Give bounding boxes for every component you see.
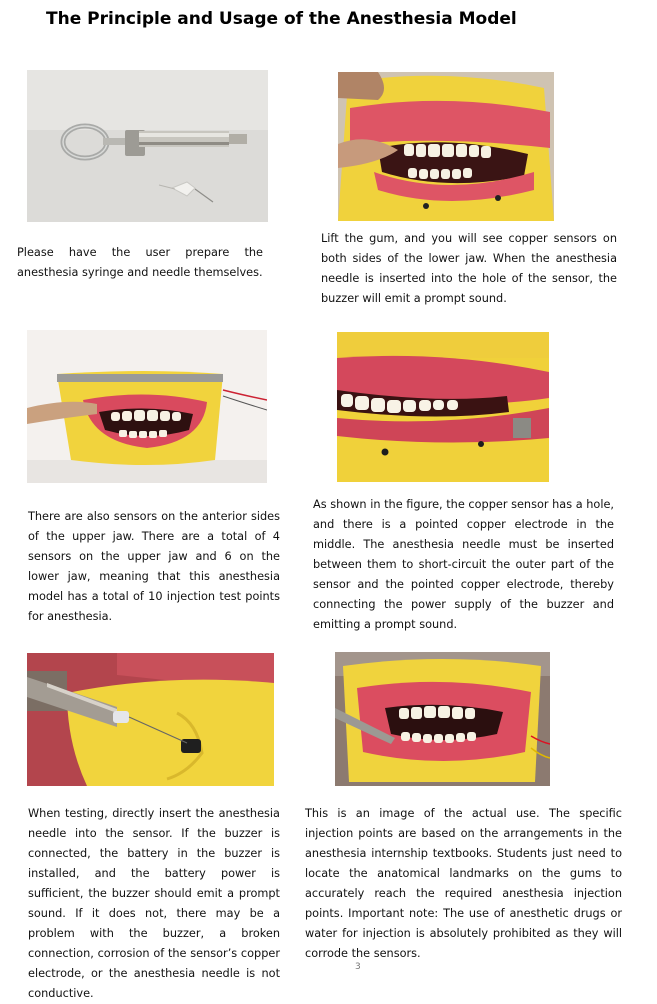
section-text-6: This is an image of the actual use. The specific injection points are based on the arrangements in the anesthesia internship textbooks. Students just need to locate the anatomical landmarks on the gums to accurately reach the required anesthesia injection points. Important note: The use of anesthetic drugs or water for injection is absolutely prohibited as they will corrode the sensors. <box>305 807 622 960</box>
actual-use-photo <box>335 652 550 786</box>
needle-insertion-photo <box>27 653 274 786</box>
page-number: 3 <box>355 962 361 972</box>
lower-jaw-sensor-photo <box>338 72 554 221</box>
section-text-1: Please have the user prepare the anesthesia syringe and needle themselves. <box>17 246 263 279</box>
section-text-3: There are also sensors on the anterior sides of the upper jaw. There are a total of 4 sensors on the upper jaw and 6 on the lower jaw, meaning that this anesthesia model has a total of 10 injection test points for anesthesia. <box>28 510 280 623</box>
section-text-4: As shown in the figure, the copper sensor has a hole, and there is a pointed copper electrode in the middle. The anesthesia needle must be inserted between them to short-circuit the outer part of the sensor and the pointed copper electrode, thereby connecting the power supply of the buzzer and emitting a prompt sound. <box>313 498 614 631</box>
section-text-2: Lift the gum, and you will see copper sensors on both sides of the lower jaw. When the anesthesia needle is inserted into the hole of the sensor, the buzzer will emit a prompt sound. <box>321 232 617 305</box>
upper-jaw-sensor-photo <box>27 330 267 483</box>
copper-sensor-closeup-photo <box>337 332 549 482</box>
page-title: The Principle and Usage of the Anesthesia Model <box>46 9 517 29</box>
syringe-photo <box>27 70 268 222</box>
section-text-5: When testing, directly insert the anesthesia needle into the sensor. If the buzzer is connected, the battery in the buzzer is installed, and the battery power is sufficient, the buzzer should emit a prompt sound. If it does not, there may be a problem with the buzzer, a broken connection, corrosion of the sensor’s copper electrode, or the anesthesia needle is not conductive. <box>28 807 280 1000</box>
